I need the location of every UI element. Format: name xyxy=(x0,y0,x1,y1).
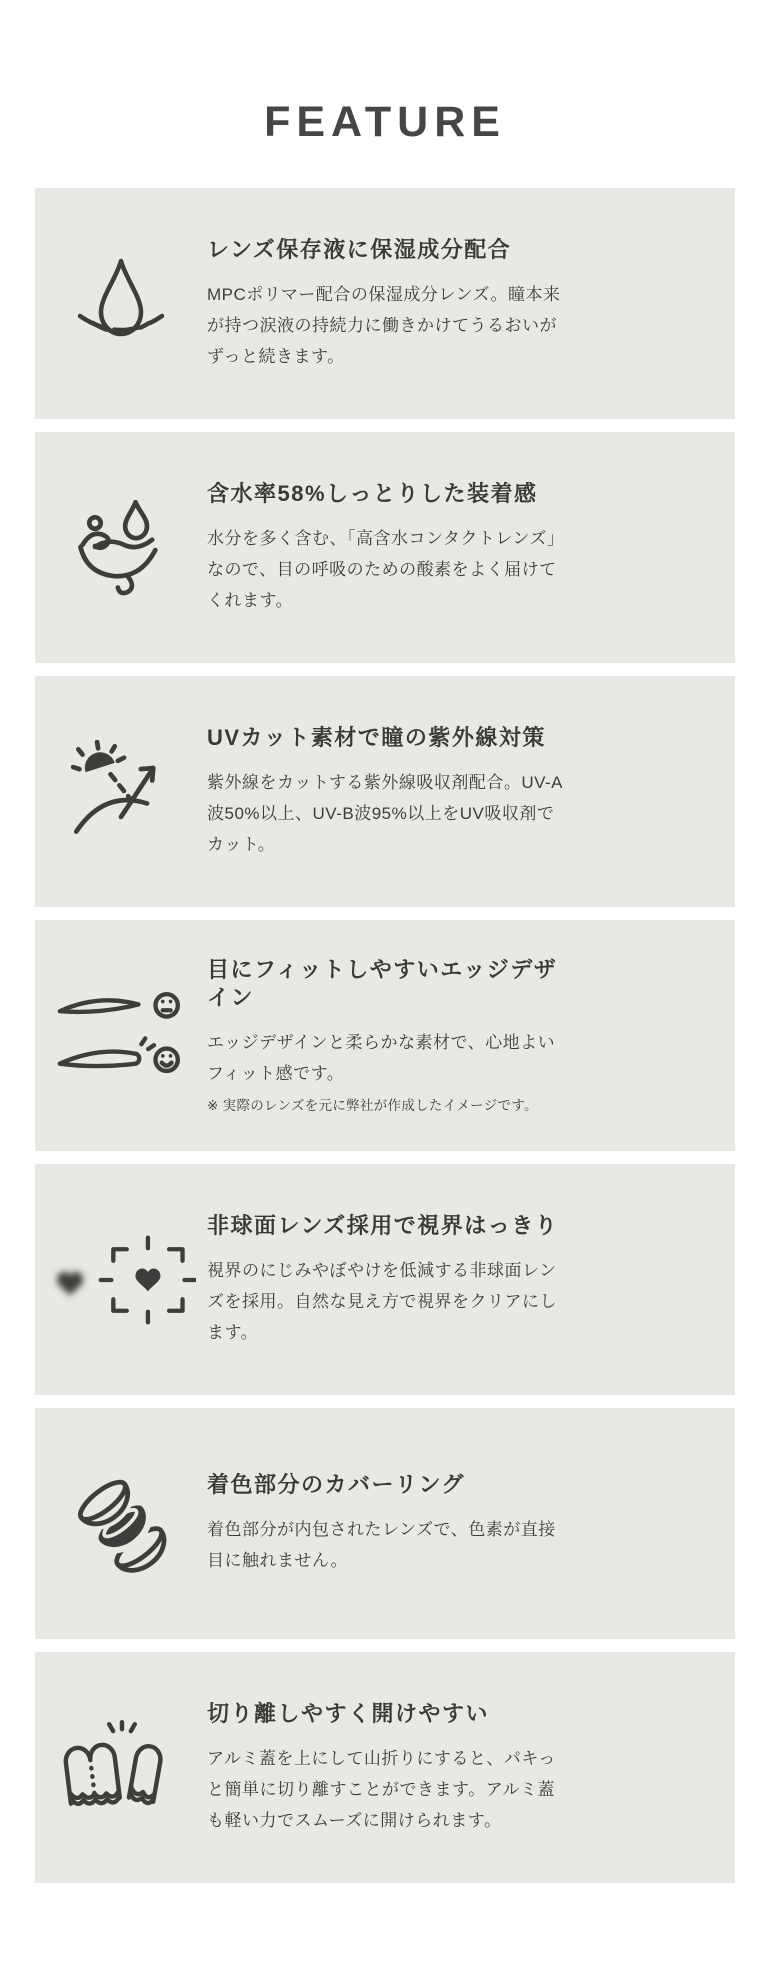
feature-title: 着色部分のカバーリング xyxy=(207,1472,466,1497)
feature-card-uv xyxy=(35,676,735,907)
feature-card-covering xyxy=(35,1408,735,1639)
feature-note: ※ 実際のレンズを元に弊社が作成したイメージです。 xyxy=(207,1098,538,1113)
feature-card-edge-design xyxy=(35,920,735,1151)
feature-title: レンズ保存液に保湿成分配合 xyxy=(207,236,512,262)
feature-text-col xyxy=(207,1471,575,1576)
feature-description: 着色部分が内包されたレンズで、色素が直接目に触れません。 xyxy=(207,1520,556,1570)
feature-card-moisture xyxy=(35,188,735,419)
feature-card-easy-open xyxy=(35,1652,735,1883)
feature-card-water-content xyxy=(35,432,735,663)
feature-icon-col xyxy=(35,254,207,354)
feature-icon-col xyxy=(35,1230,207,1330)
feature-title: UVカット素材で瞳の紫外線対策 xyxy=(207,724,546,750)
feature-title: 含水率58%しっとりした装着感 xyxy=(207,480,538,506)
feature-description: エッジデザインと柔らかな素材で、心地よいフィット感です。 xyxy=(207,1033,556,1083)
feature-icon-col xyxy=(35,1465,207,1583)
lens-layer-stack-icon xyxy=(62,1465,180,1583)
feature-text-col xyxy=(207,1700,575,1836)
feature-description: アルミ蓋を上にして山折りにすると、パキっと簡単に切り離すことができます。アルミ蓋も軽い力でスムーズに開けられます。 xyxy=(207,1748,556,1830)
feature-icon-col xyxy=(35,1720,207,1815)
feature-card-aspheric xyxy=(35,1164,735,1395)
feature-description: MPCポリマー配合の保湿成分レンズ。瞳本来が持つ涙液の持続力に働きかけてうるおいがずっと続きます。 xyxy=(207,284,561,366)
feature-text-col xyxy=(207,480,575,616)
page-title: FEATURE xyxy=(264,98,506,146)
feature-description: 視界のにじみやぼやけを低減する非球面レンズを採用。自然な見え方で視界をクリアにします。 xyxy=(207,1260,557,1342)
feature-description: 水分を多く含む、「高含水コンタクトレンズ」なので、目の呼吸のための酸素をよく届けてくれます。 xyxy=(207,528,557,610)
edge-design-faces-icon xyxy=(53,985,189,1086)
feature-list xyxy=(35,188,735,1883)
moist-lens-drop-icon xyxy=(69,496,173,600)
focus-frame-heart-icon xyxy=(46,1230,196,1330)
feature-icon-col xyxy=(35,985,207,1086)
feature-text-col xyxy=(207,1212,575,1348)
feature-text-col xyxy=(207,724,575,860)
feature-icon-col xyxy=(35,496,207,600)
feature-description: 紫外線をカットする紫外線吸収剤配合。UV-A波50%以上、UV-B波95%以上をUV吸収剤でカット。 xyxy=(207,772,563,854)
feature-title: 切り離しやすく開けやすい xyxy=(207,1700,490,1726)
feature-icon-col xyxy=(35,740,207,844)
feature-text-col xyxy=(207,236,575,372)
feature-title: 目にフィットしやすいエッジデザイン xyxy=(207,957,558,1010)
feature-text-col xyxy=(207,956,575,1115)
feature-title: 非球面レンズ採用で視界はっきり xyxy=(207,1212,559,1238)
blister-pack-split-icon xyxy=(60,1720,182,1815)
water-drop-ripple-icon xyxy=(71,254,171,354)
uv-sun-reflect-arrow-icon xyxy=(69,740,173,844)
